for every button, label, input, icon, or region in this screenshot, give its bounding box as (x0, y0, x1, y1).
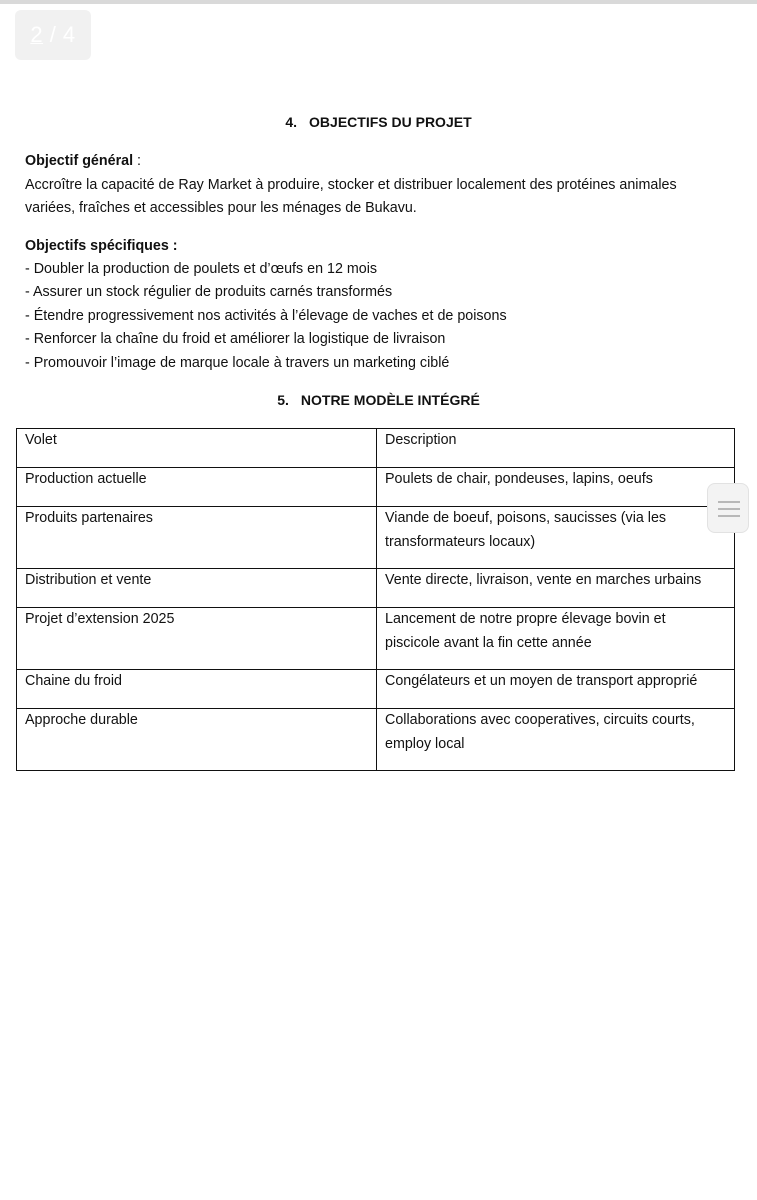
integrated-model-table (16, 428, 735, 771)
top-edge (0, 0, 757, 4)
section-4-number: 4. (285, 114, 298, 130)
table-row (17, 569, 735, 608)
table-cell-description: Vente directe, livraison, vente en marches urbains (377, 569, 735, 608)
page-current: 2 (30, 22, 44, 47)
table-row (17, 670, 735, 709)
list-item: - Étendre progressivement nos activités à l’élevage de vaches et de poisons (25, 307, 507, 324)
table-cell-description: Collaborations avec cooperatives, circuits courts, employ local (377, 709, 735, 771)
table-row (17, 709, 735, 771)
section-5-heading (0, 392, 757, 408)
list-item: - Doubler la production de poulets et d’œufs en 12 mois (25, 261, 378, 277)
list-item: - Renforcer la chaîne du froid et améliorer la logistique de livraison (25, 331, 446, 348)
table-cell-volet: Approche durable (17, 709, 377, 771)
section-5-title: NOTRE MODÈLE INTÉGRÉ (300, 392, 480, 408)
general-objective-label-line (25, 150, 735, 173)
table-cell-description: Lancement de notre propre élevage bovin et piscicole avant la fin cette année (377, 608, 735, 670)
general-objective-label: Objectif général (25, 153, 134, 169)
table-cell-volet: Produits partenaires (17, 507, 377, 569)
table-cell-volet: Production actuelle (17, 468, 377, 507)
table-cell-volet: Distribution et vente (17, 569, 377, 608)
grip-line (718, 501, 740, 503)
list-item: - Assurer un stock régulier de produits carnés transformés (25, 284, 393, 301)
table-header-row (17, 429, 735, 468)
page-indicator (15, 10, 91, 60)
scroll-handle[interactable] (707, 483, 749, 533)
table-cell-description: Congélateurs et un moyen de transport approprié (377, 670, 735, 709)
specific-objectives-label: Objectifs spécifiques : (25, 238, 178, 254)
table-cell-description: Viande de boeuf, poisons, saucisses (via les transformateurs locaux) (377, 507, 735, 569)
general-objective-text (25, 174, 735, 220)
table-cell-volet: Chaine du froid (17, 670, 377, 709)
specific-objectives-list (25, 258, 507, 375)
table-row (17, 468, 735, 507)
general-objective-line-2: variées, fraîches et accessibles pour les ménages de Bukavu. (25, 200, 417, 216)
table-header-cell: Description (377, 429, 735, 468)
general-objective-colon: : (133, 153, 142, 169)
section-5-number: 5. (277, 392, 289, 408)
table-cell-volet: Projet d’extension 2025 (17, 608, 377, 670)
grip-line (718, 515, 740, 517)
table-header-cell: Volet (17, 429, 377, 468)
table-row (17, 507, 735, 569)
section-4-heading (0, 114, 757, 130)
section-4-title: OBJECTIFS DU PROJET (309, 114, 472, 130)
general-objective-line-1: Accroître la capacité de Ray Market à produire, stocker et distribuer localement des protéines animales (25, 177, 677, 193)
table-cell-description: Poulets de chair, pondeuses, lapins, oeufs (377, 468, 735, 507)
list-item: - Promouvoir l’image de marque locale à travers un marketing ciblé (25, 354, 450, 371)
page-separator: / (43, 22, 63, 47)
page-total: 4 (62, 22, 76, 47)
table-row (17, 608, 735, 670)
grip-line (718, 508, 740, 510)
